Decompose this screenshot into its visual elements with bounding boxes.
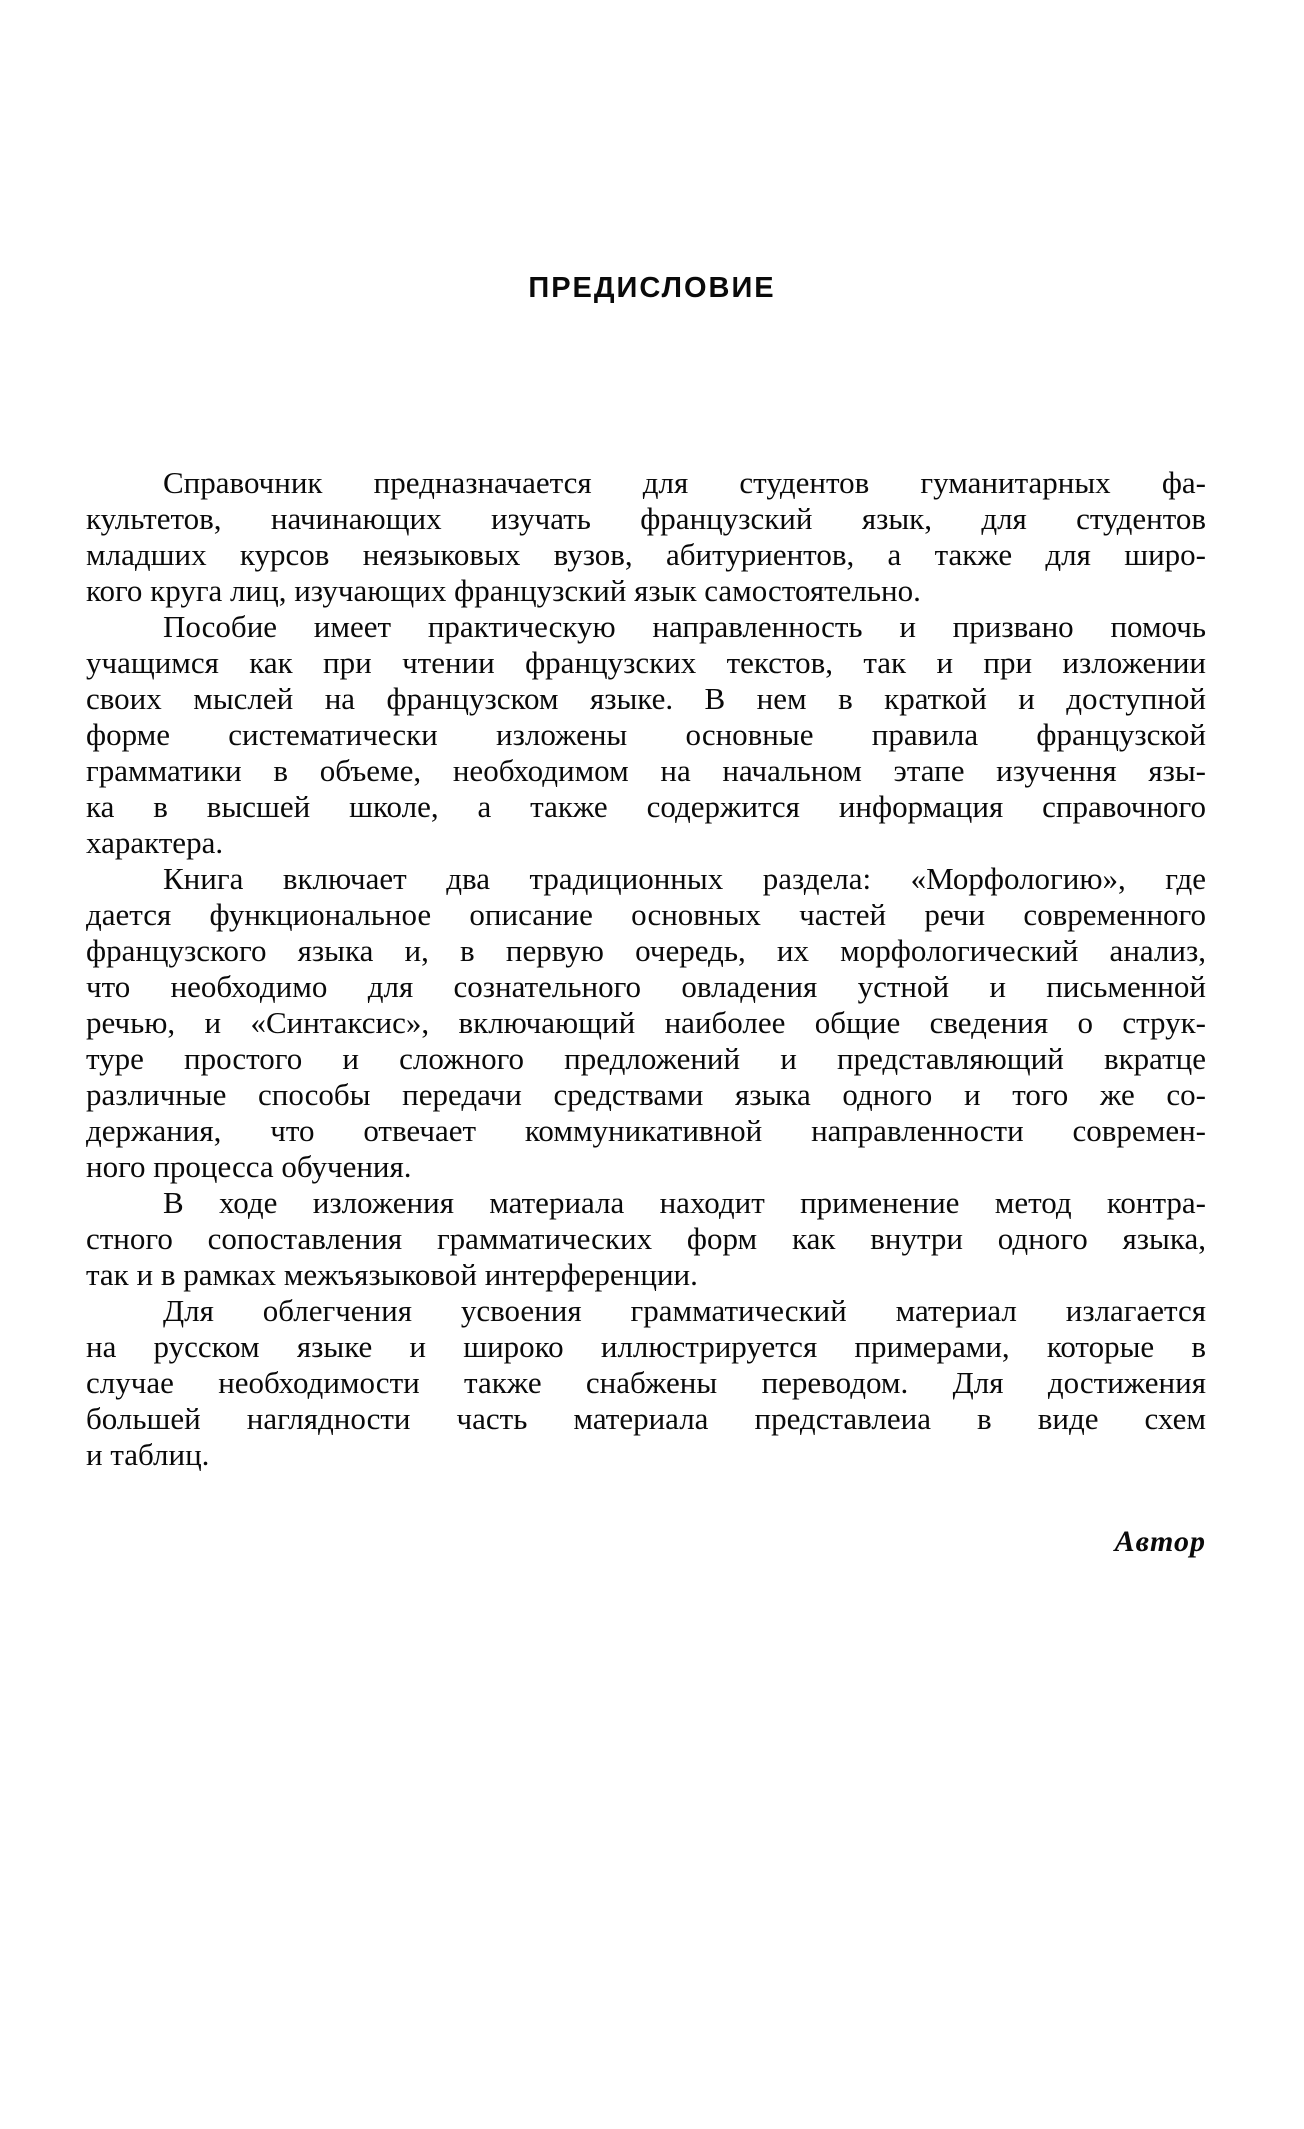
text-line: так и в рамках межъязыковой интерференции. — [86, 1257, 698, 1292]
text-line: своих мыслей на французском языке. В нем в краткой и доступной — [86, 681, 1206, 716]
paragraph-4 — [86, 1185, 1206, 1293]
text-line: Книга включает два традиционных раздела: «Морфологию», где — [163, 861, 1206, 896]
text-line: кого круга лиц, изучающих французский язык самостоятельно. — [86, 573, 921, 608]
text-line: Пособие имеет практическую направленность и призвано помочь — [163, 609, 1206, 644]
text-line: младших курсов неязыковых вузов, абитуриентов, а также для широ- — [86, 537, 1206, 572]
paragraph-3 — [86, 861, 1206, 1185]
text-line: туре простого и сложного предложений и представляющий вкратце — [86, 1041, 1206, 1076]
paragraph-1 — [86, 465, 1206, 609]
preface-body — [86, 465, 1206, 1473]
text-line: большей наглядности часть материала представлеиа в виде схем — [86, 1401, 1206, 1436]
text-line: стного сопоставления грамматических форм как внутри одного языка, — [86, 1221, 1206, 1256]
text-line: характера. — [86, 825, 224, 860]
text-line: на русском языке и широко иллюстрируется примерами, которые в — [86, 1329, 1206, 1364]
text-line: Справочник предназначается для студентов гуманитарных фа- — [163, 465, 1206, 500]
text-line: культетов, начинающих изучать французский язык, для студентов — [86, 501, 1206, 536]
text-line: грамматики в объеме, необходимом на начальном этапе изучення язы- — [86, 753, 1206, 788]
text-line: французского языка и, в первую очередь, их морфологический анализ, — [86, 933, 1206, 968]
text-line: дается функциональное описание основных частей речи современного — [86, 897, 1206, 932]
text-line: случае необходимости также снабжены переводом. Для достижения — [86, 1365, 1206, 1400]
text-line: ка в высшей школе, а также содержится информация справочного — [86, 789, 1206, 824]
text-line: ного процесса обучения. — [86, 1149, 412, 1184]
text-line: учащимся как при чтении французских текстов, так и при изложении — [86, 645, 1206, 680]
author-signature: Автор — [1114, 1525, 1206, 1558]
text-line: и таблиц. — [86, 1437, 210, 1472]
text-line: что необходимо для сознательного овладения устной и письменной — [86, 969, 1206, 1004]
text-line: Для облегчения усвоения грамматический материал излагается — [163, 1293, 1206, 1328]
text-line: держания, что отвечает коммуникативной направленности современ- — [86, 1113, 1206, 1148]
paragraph-2 — [86, 609, 1206, 861]
text-line: речью, и «Синтаксис», включающий наиболее общие сведения о струк- — [86, 1005, 1206, 1040]
paragraph-5 — [86, 1293, 1206, 1473]
text-line: В ходе изложения материала находит применение метод контра- — [163, 1185, 1206, 1220]
text-line: форме систематически изложены основные правила французской — [86, 717, 1206, 752]
text-line: различные способы передачи средствами языка одного и того же со- — [86, 1077, 1206, 1112]
page-title: ПРЕДИСЛОВИЕ — [528, 272, 776, 304]
